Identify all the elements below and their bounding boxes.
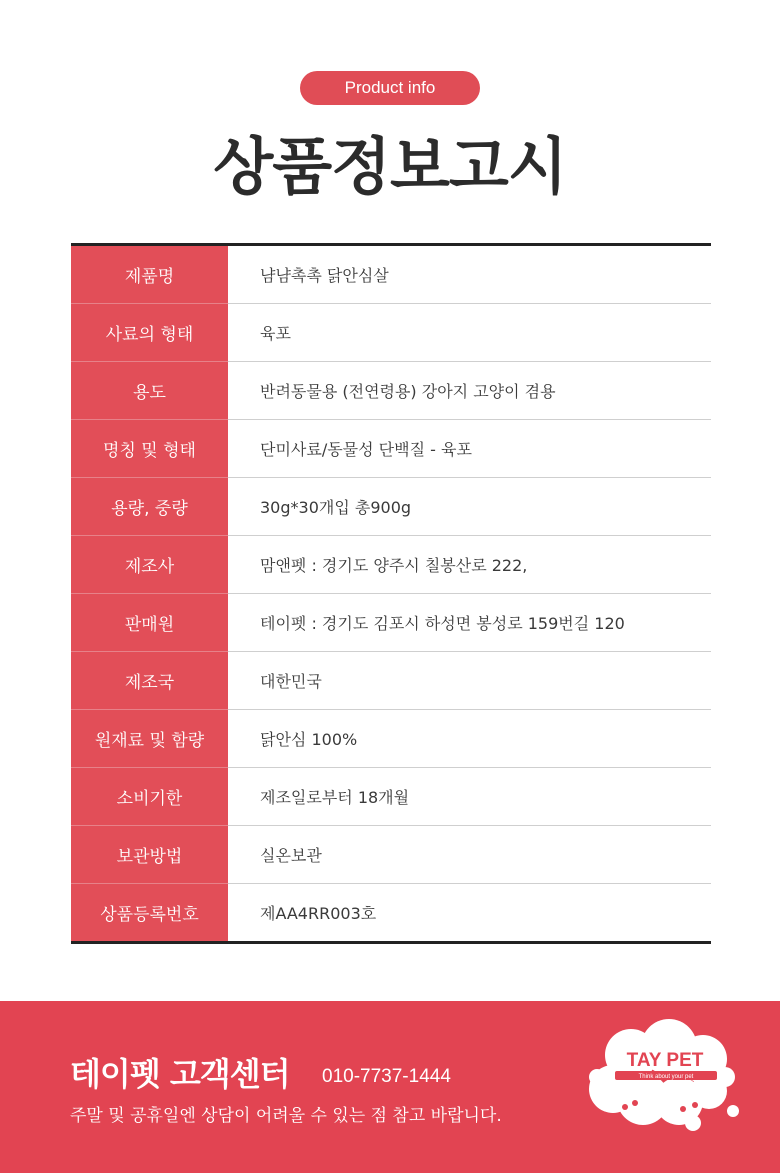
row-label: 상품등록번호 (71, 884, 228, 943)
product-info-table (71, 243, 711, 944)
table-row (71, 245, 711, 304)
row-value: 30g*30개입 총900g (228, 478, 711, 536)
customer-center-phone: 010-7737-1444 (322, 1066, 451, 1087)
row-label: 제품명 (71, 245, 228, 304)
table-row (71, 420, 711, 478)
row-label: 용도 (71, 362, 228, 420)
taypet-logo (583, 1019, 741, 1137)
table-row (71, 710, 711, 768)
row-label: 원재료 및 함량 (71, 710, 228, 768)
page-title: 상품정보고시 (213, 130, 567, 203)
product-info-badge: Product info (300, 71, 480, 105)
table-row (71, 652, 711, 710)
table-row (71, 826, 711, 884)
table-row (71, 768, 711, 826)
row-value: 맘앤펫 : 경기도 양주시 칠봉산로 222, (228, 536, 711, 594)
row-value: 닭안심 100% (228, 710, 711, 768)
table-row (71, 884, 711, 943)
table-row (71, 594, 711, 652)
row-value: 제AA4RR003호 (260, 904, 377, 923)
table-row (71, 362, 711, 420)
table-row (71, 304, 711, 362)
row-label: 보관방법 (71, 826, 228, 884)
row-value: 반려동물용 (전연령용) 강아지 고양이 겸용 (228, 362, 711, 420)
row-value: 테이펫 : 경기도 김포시 하성면 봉성로 159번길 120 (228, 594, 711, 652)
logo-tagline: Think about your pet (638, 1074, 694, 1080)
row-value: 냠냠촉촉 닭안심살 (228, 245, 711, 304)
row-value: 제조일로부터 18개월 (228, 768, 711, 826)
row-label: 명칭 및 형태 (71, 420, 228, 478)
row-value: 육포 (228, 304, 711, 362)
row-label: 용량, 중량 (71, 478, 228, 536)
logo-wordmark: TAY PET (626, 1050, 704, 1071)
customer-center-footer (0, 1001, 780, 1173)
row-value: 대한민국 (228, 652, 711, 710)
row-label: 판매원 (71, 594, 228, 652)
table-row (71, 536, 711, 594)
row-label: 사료의 형태 (71, 304, 228, 362)
customer-center-note: 주말 및 공휴일엔 상담이 어려울 수 있는 점 참고 바랍니다. (70, 1106, 502, 1126)
row-label: 제조국 (71, 652, 228, 710)
row-value: 단미사료/동물성 단백질 - 육포 (228, 420, 711, 478)
row-value: 실온보관 (228, 826, 711, 884)
row-label: 소비기한 (71, 768, 228, 826)
row-label: 제조사 (71, 536, 228, 594)
customer-center-title: 테이펫 고객센터 (70, 1055, 290, 1093)
table-row (71, 478, 711, 536)
